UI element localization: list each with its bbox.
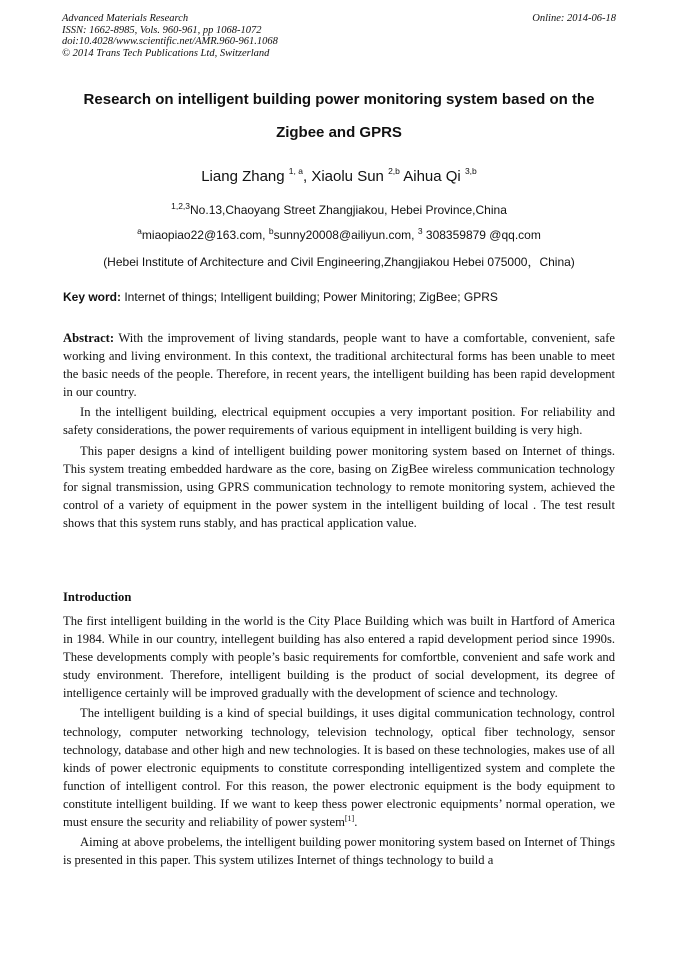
affiliation-emails (40, 228, 638, 242)
author-separator: , (302, 168, 312, 185)
email-link[interactable]: miaopiao22@163.com, (141, 228, 269, 242)
intro-paragraph (63, 704, 615, 831)
affiliation-address (40, 203, 638, 217)
email-link[interactable]: sunny20008@ailiyun.com, (273, 228, 418, 242)
address-superscript: 1,2,3 (171, 201, 191, 211)
journal-header (62, 13, 616, 59)
citation-ref[interactable]: [1] (344, 814, 355, 824)
author-superscript: 3,b (464, 166, 477, 176)
abstract-section (63, 329, 615, 534)
author-superscript: 2,b (388, 166, 400, 176)
abstract-text: With the improvement of living standards, people want to have a comfortable, convenient, safe working and living environment. In this context, the traditional architectural forms has been unable to meet the basic needs of the people. Therefore, in recent years, the intelligent building has been rapid development in our country. (63, 331, 615, 400)
keywords-line (63, 290, 617, 304)
keywords-text: Internet of things; Intelligent building; Power Minitoring; ZigBee; GPRS (121, 290, 498, 304)
affiliation-institute: (Hebei Institute of Architecture and Civil Engineering,Zhangjiakou Hebei 075000，China) (103, 255, 575, 269)
intro-paragraph: The first intelligent building in the world is the City Place Building which was built in Hartford of America in 1984. While in our country, intellegent building has also entered a rapid development period since 1990s. These developments comply with people’s basic requirements for comfortble, convenient and safe work and study environment. Therefore, intelligent building is the product of social development, its degree of intelligence certainly will be improved gradually with the development of science and technology. (63, 614, 615, 701)
intro-paragraph-text: The intelligent building is a kind of special buildings, it uses digital communication technology, control technology, computer networking technology, television technology, optical fiber technology, sensor technology, database and other high and new technologies. It is based on these technologies, makes use of all kinds of power electronic equipments to constitute corresponding intelligentized system and complete the function of intelligent control. For this reason, the power electronic equipment is the body equipment to constitute intelligent building. If we want to keep thess power electronic equipments’ normal operation, we must ensure the security and reliability of power system (63, 706, 615, 830)
email-superscript: a (137, 226, 142, 236)
email-link[interactable]: 308359879 @qq.com (422, 228, 541, 242)
address-text: No.13,Chaoyang Street Zhangjiakou, Hebei Province,China (190, 203, 507, 217)
author-name: Liang Zhang (201, 168, 285, 185)
abstract-paragraph: This paper designs a kind of intelligent building power monitoring system based on Internet of things. This system treating embedded hardware as the core, basing on ZigBee wireless communication technology for signal transmission, using GPRS communication technology to remote monitoring system, achieved the control of a variety of equipment in the power system in the intelligent building of local . The test result shows that this system runs stably, and has practical application value. (63, 443, 615, 530)
paper-title-line-1: Research on intelligent building power monitoring system based on the (83, 91, 595, 108)
doi-line: doi:10.4028/www.scientific.net/AMR.960-961.1068 (62, 36, 278, 47)
author-list (40, 168, 638, 185)
abstract-paragraph (63, 329, 615, 401)
author-name: Aihua Qi (403, 168, 461, 185)
email-superscript: 3 (417, 226, 423, 236)
paper-title-line-2: Zigbee and GPRS (276, 124, 402, 141)
intro-paragraph-end: . (354, 815, 358, 830)
section-heading-introduction: Introduction (63, 590, 132, 604)
abstract-paragraph: In the intelligent building, electrical equipment occupies a very important position. For reliability and safety considerations, the power requirements of various equipment in intelligent building is very high. (63, 405, 615, 438)
keywords-label: Key word: (63, 290, 122, 304)
author-name: Xiaolu Sun (311, 168, 384, 185)
introduction-section (63, 612, 615, 871)
email-superscript: b (268, 226, 274, 236)
intro-paragraph: Aiming at above probelems, the intelligent building power monitoring system based on Internet of Things is presented in this paper. This system utilizes Internet of things technology to build a (63, 835, 615, 868)
author-superscript: 1, a (288, 166, 303, 176)
copyright-line: © 2014 Trans Tech Publications Ltd, Switzerland (62, 47, 270, 59)
journal-name: Advanced Materials Research (62, 13, 189, 24)
online-date: Online: 2014-06-18 (532, 13, 616, 24)
abstract-label: Abstract: (63, 331, 115, 345)
issn-line: ISSN: 1662-8985, Vols. 960-961, pp 1068-1072 (62, 24, 262, 36)
